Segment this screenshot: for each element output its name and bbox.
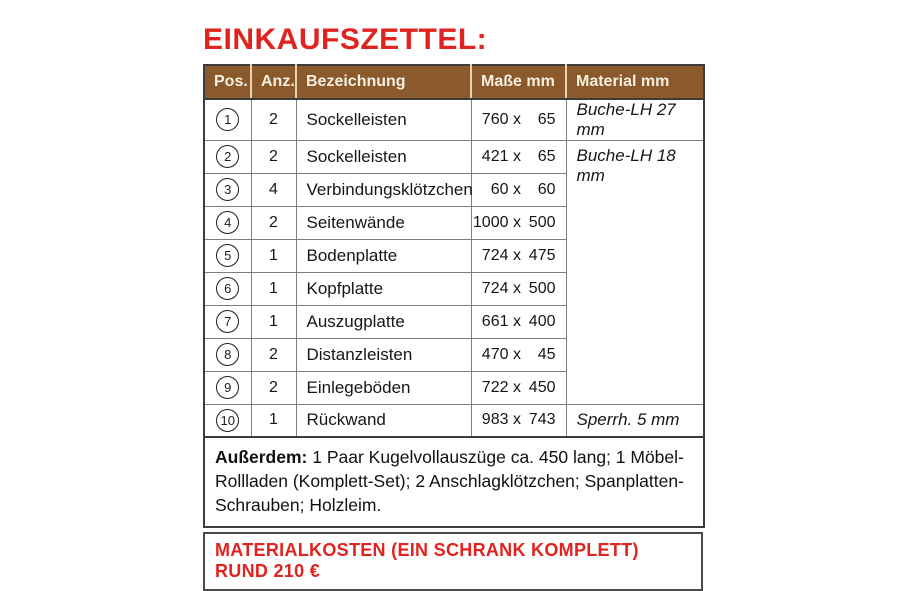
dim-height: 45: [537, 345, 556, 363]
pos-cell: [204, 239, 251, 272]
dimensions-cell: [471, 305, 566, 338]
description-cell: Verbindungsklötzchen: [296, 173, 471, 206]
dim-height: 500: [528, 279, 556, 297]
dim-width: 661: [481, 312, 509, 330]
dimensions-cell: [471, 206, 566, 239]
column-header-pos: Pos.: [204, 65, 251, 99]
dim-separator: x: [513, 180, 521, 198]
pos-cell: [204, 404, 251, 437]
dimensions-cell: [471, 140, 566, 173]
dim-separator: x: [513, 213, 521, 231]
quantity-cell: 1: [251, 272, 296, 305]
pos-cell: [204, 371, 251, 404]
pos-cell: [204, 173, 251, 206]
dim-height: 743: [528, 411, 556, 429]
dim-height: 500: [528, 213, 556, 231]
table-row: [204, 140, 704, 173]
shopping-list-sheet: [203, 24, 703, 591]
dim-width: 470: [481, 345, 509, 363]
dim-height: 400: [528, 312, 556, 330]
material-cell-merged: Buche-LH 18 mm: [566, 140, 704, 404]
dimensions-cell: [471, 272, 566, 305]
quantity-cell: 1: [251, 404, 296, 437]
quantity-cell: 2: [251, 371, 296, 404]
dim-separator: x: [513, 279, 521, 297]
pos-badge: 1: [216, 108, 239, 131]
dimensions-cell: [471, 338, 566, 371]
column-header-material: Material mm: [566, 65, 704, 99]
description-cell: Distanzleisten: [296, 338, 471, 371]
dimensions-cell: [471, 404, 566, 437]
pos-badge: 6: [216, 277, 239, 300]
dim-separator: x: [513, 246, 521, 264]
pos-cell: [204, 206, 251, 239]
dim-separator: x: [513, 110, 521, 128]
description-cell: Kopfplatte: [296, 272, 471, 305]
description-cell: Sockelleisten: [296, 140, 471, 173]
page-title: EINKAUFSZETTEL:: [203, 23, 488, 56]
column-header-anz: Anz.: [251, 65, 296, 99]
pos-badge: 9: [216, 376, 239, 399]
dim-separator: x: [513, 147, 521, 165]
quantity-cell: 1: [251, 305, 296, 338]
material-cell: Sperrh. 5 mm: [566, 404, 704, 437]
dim-height: 65: [537, 147, 556, 165]
column-header-masse: Maße mm: [471, 65, 566, 99]
dim-width: 760: [481, 110, 509, 128]
quantity-cell: 1: [251, 239, 296, 272]
dim-height: 450: [528, 378, 556, 396]
pos-cell: [204, 338, 251, 371]
pos-cell: [204, 305, 251, 338]
pos-badge: 3: [216, 178, 239, 201]
pos-badge: 10: [216, 409, 239, 432]
pos-cell: [204, 99, 251, 141]
material-cost-line: MATERIALKOSTEN (EIN SCHRANK KOMPLETT) RUND 210 €: [203, 532, 703, 591]
extra-note-text: 1 Paar Kugelvollauszüge ca. 450 lang; 1 Möbel-Rollladen (Komplett-Set); 2 Anschlagklötzchen; Spanplatten-Schrauben; Holzleim.: [215, 447, 684, 516]
quantity-cell: 2: [251, 338, 296, 371]
description-cell: Sockelleisten: [296, 99, 471, 141]
extra-note: [204, 437, 704, 527]
description-cell: Rückwand: [296, 404, 471, 437]
dimensions-cell: [471, 239, 566, 272]
column-header-bezeichnung: Bezeichnung: [296, 65, 471, 99]
pos-badge: 8: [216, 343, 239, 366]
description-cell: Bodenplatte: [296, 239, 471, 272]
quantity-cell: 4: [251, 173, 296, 206]
pos-badge: 4: [216, 211, 239, 234]
pos-badge: 2: [216, 145, 239, 168]
dim-width: 421: [481, 147, 509, 165]
pos-cell: [204, 272, 251, 305]
pos-badge: 5: [216, 244, 239, 267]
shopping-list-table: [203, 64, 705, 529]
pos-cell: [204, 140, 251, 173]
dimensions-cell: [471, 99, 566, 141]
dimensions-cell: [471, 173, 566, 206]
dim-height: 475: [528, 246, 556, 264]
dim-separator: x: [513, 312, 521, 330]
description-cell: Einlegeböden: [296, 371, 471, 404]
table-header-row: [204, 65, 704, 99]
pos-badge: 7: [216, 310, 239, 333]
description-cell: Seitenwände: [296, 206, 471, 239]
dim-separator: x: [513, 378, 521, 396]
dim-width: 60: [490, 180, 509, 198]
quantity-cell: 2: [251, 140, 296, 173]
quantity-cell: 2: [251, 206, 296, 239]
material-cell: Buche-LH 27 mm: [566, 99, 704, 141]
dim-width: 983: [481, 411, 509, 429]
extra-note-label: Außerdem:: [215, 447, 308, 467]
dim-height: 60: [537, 180, 556, 198]
extra-note-row: [204, 437, 704, 527]
dim-width: 722: [481, 378, 509, 396]
dim-separator: x: [513, 345, 521, 363]
quantity-cell: 2: [251, 99, 296, 141]
table-row: [204, 99, 704, 141]
dim-width: 1000: [472, 213, 509, 231]
table-row: [204, 404, 704, 437]
dim-width: 724: [481, 246, 509, 264]
dim-width: 724: [481, 279, 509, 297]
dim-separator: x: [513, 411, 521, 429]
dimensions-cell: [471, 371, 566, 404]
dim-height: 65: [537, 110, 556, 128]
description-cell: Auszugplatte: [296, 305, 471, 338]
